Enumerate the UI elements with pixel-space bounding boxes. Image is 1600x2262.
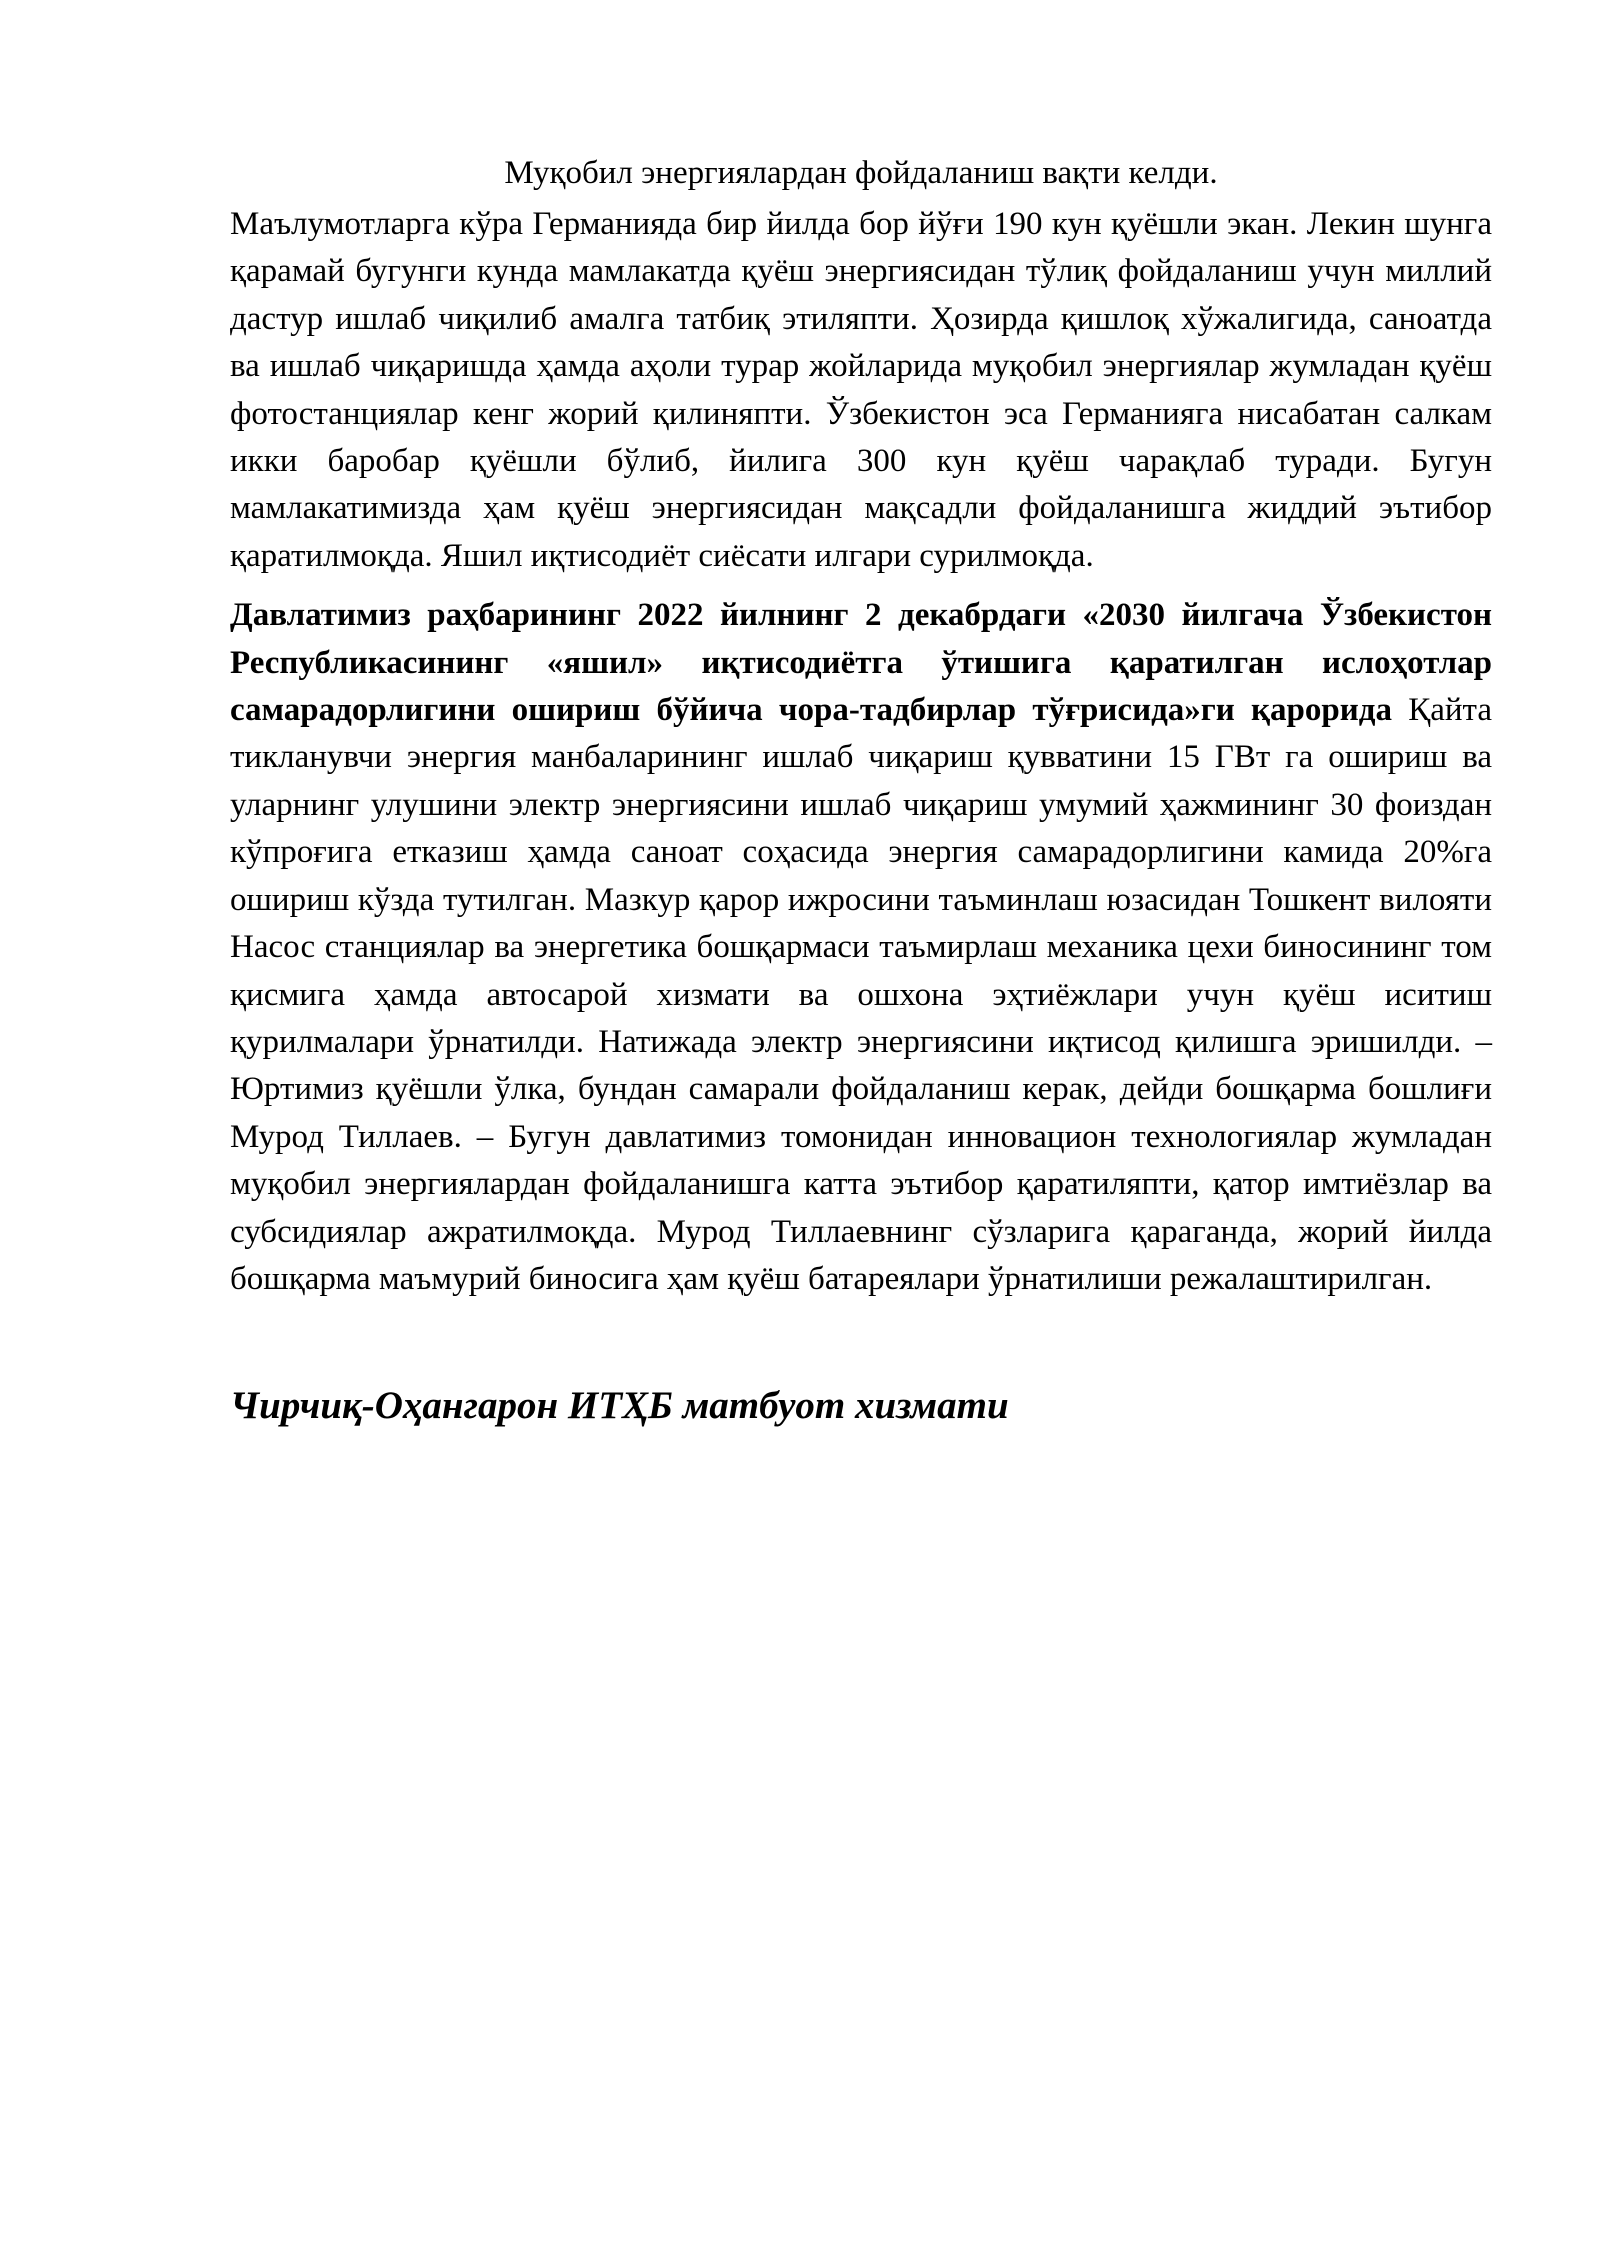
signature: Чирчиқ-Оҳангарон ИТҲБ матбуот хизмати bbox=[230, 1384, 1009, 1428]
paragraph-2-text: Қайта тикланувчи энергия манбаларининг ишлаб чиқариш қувватини 15 ГВт га ошириш ва уларнинг улушини электр энергиясини ишлаб чиқариш умумий ҳажмининг 30 фоиздан кўпроғига етказиш ҳамда саноат соҳасида энергия самарадорлигини камида 20%га ошириш кўзда тутилган. Мазкур қарор ижросини таъминлаш юзасидан Тошкент вилояти Насос станциялар ва энергетика бошқармаси таъмирлаш механика цехи биносининг том қисмига ҳамда автосарой хизмати ва ошхона эҳтиёжлари учун қуёш иситиш қурилмалари ўрнатилди. Натижада электр энергиясини иқтисод қилишга эришилди. – Юртимиз қуёшли ўлка, бундан самарали фойдаланиш керак, дейди бошқарма бошлиғи Мурод Тиллаев. – Бугун давлатимиз томонидан инновацион технологиялар жумладан муқобил энергиялардан фойдаланишга катта эътибор қаратиляпти, қатор имтиёзлар ва субсидиялар ажратилмоқда. Мурод Тиллаевнинг сўзларига қараганда, жорий йилда бошқарма маъмурий биносига ҳам қуёш батареялари ўрнатилиши режалаштирилган. bbox=[230, 692, 1492, 1297]
decree-reference: Давлатимиз раҳбарининг 2022 йилнинг 2 декабрдаги «2030 йилгача Ўзбекистон Республикасининг «яшил» иқтисодиётга ўтишига қаратилган ислоҳотлар самарадорлигини ошириш бўйича чора-тадбирлар тўғрисида»ги қарорида bbox=[230, 597, 1492, 729]
paragraph-1: Маълумотларга кўра Германияда бир йилда бор йўғи 190 кун қуёшли экан. Лекин шунга қарамай бугунги кунда мамлакатда қуёш энергиясидан тўлиқ фойдаланиш учун миллий дастур ишлаб чиқилиб амалга татбиқ этиляпти. Ҳозирда қишлоқ хўжалигида, саноатда ва ишлаб чиқаришда ҳамда аҳоли турар жойларида муқобил энергиялар жумладан қуёш фотостанциялар кенг жорий қилиняпти. Ўзбекистон эса Германияга нисабатан салкам икки баробар қуёшли бўлиб, йилига 300 кун қуёш чарақлаб туради. Бугун мамлакатимизда ҳам қуёш энергиясидан мақсадли фойдаланишга жиддий эътибор қаратилмоқда. Яшил иқтисодиёт сиёсати илгари сурилмоқда. bbox=[230, 206, 1492, 574]
paragraph-2 bbox=[230, 592, 1492, 1303]
article-title: Муқобил энергиялардан фойдаланиш вақти келди. bbox=[504, 155, 1218, 191]
document-body bbox=[230, 150, 1492, 1431]
